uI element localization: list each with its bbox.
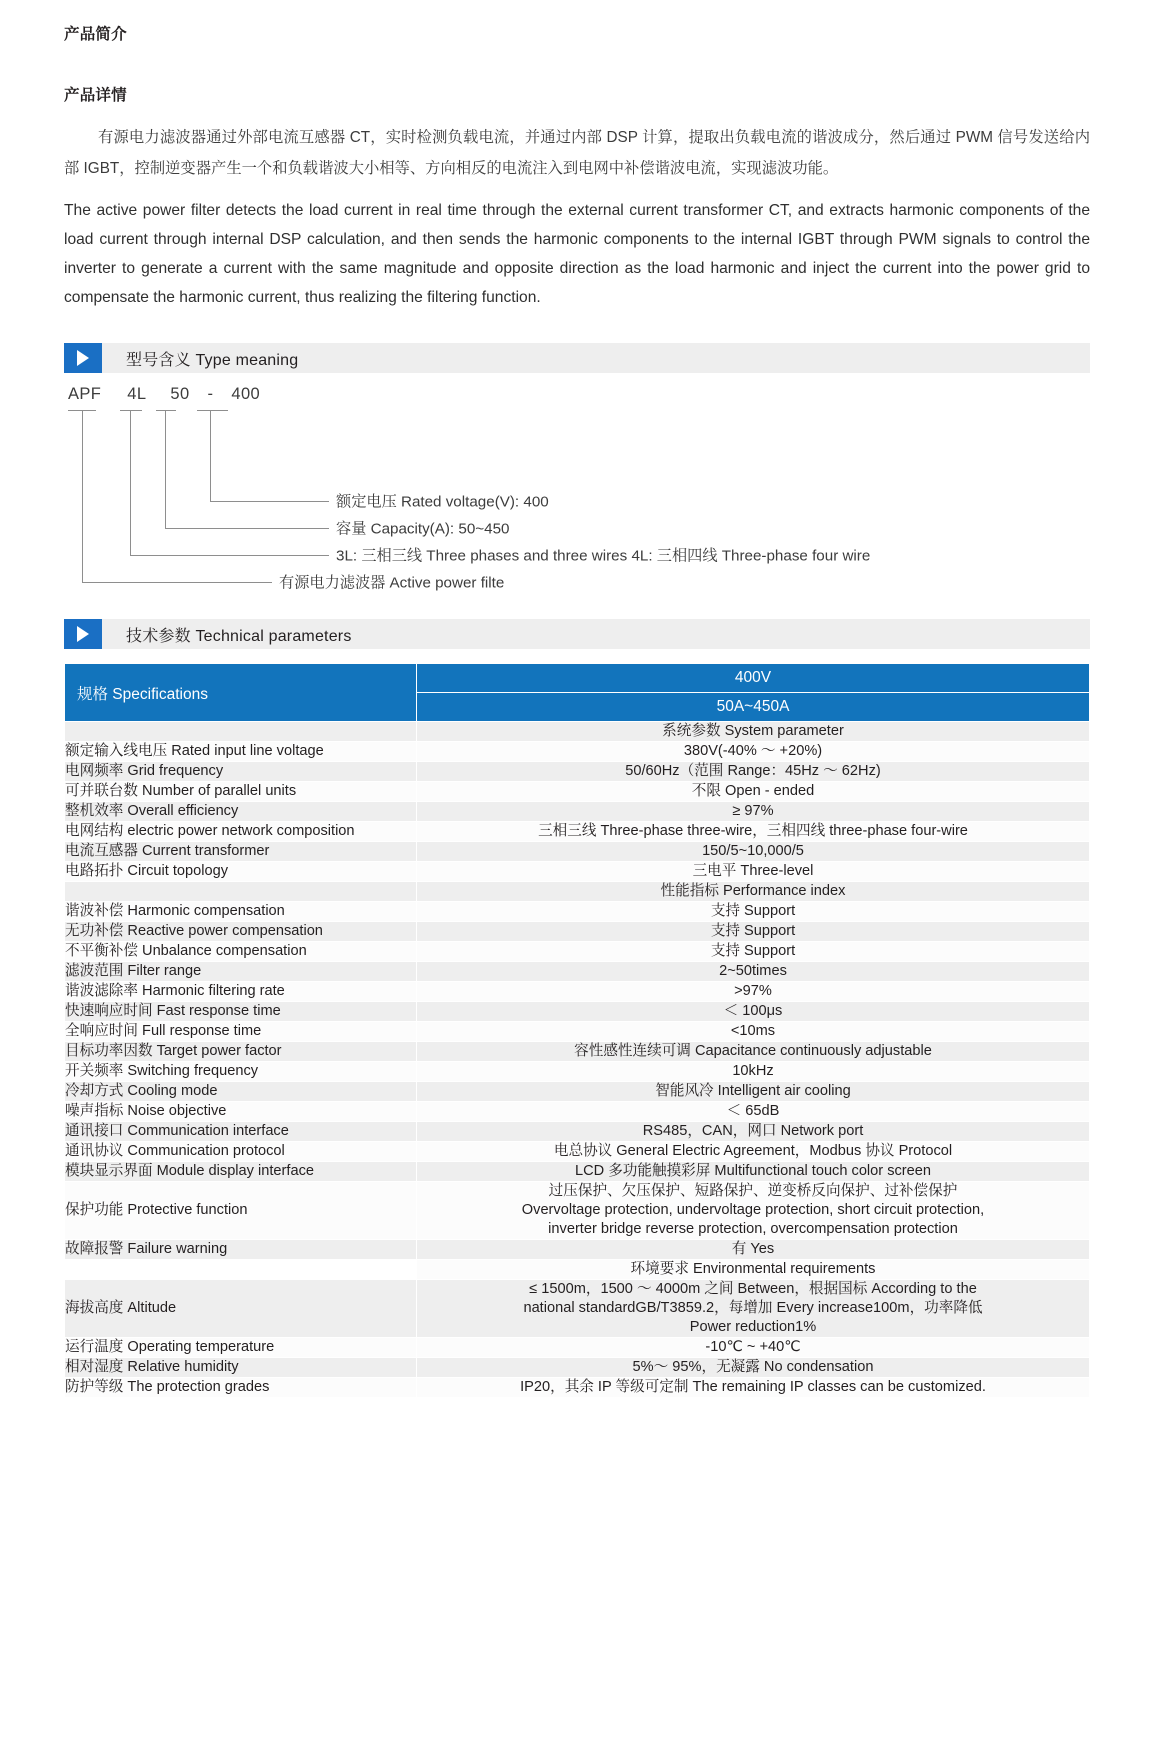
row-value: 容性感性连续可调 Capacitance continuously adjustable [417,1042,1090,1062]
row-label: 保护功能 Protective function [65,1182,417,1240]
table-row [65,1002,1090,1022]
row-value: >97% [417,982,1090,1002]
row-label: 可并联台数 Number of parallel units [65,782,417,802]
header-voltage-value: 400V [417,664,1090,693]
row-label: 不平衡补偿 Unbalance compensation [65,942,417,962]
protection-line-1: 过压保护、欠压保护、短路保护、逆变桥反向保护、过补偿保护 [548,1183,958,1199]
table-row [65,1162,1090,1182]
row-label: 通讯协议 Communication protocol [65,1142,417,1162]
row-value: ＜ 100μs [417,1002,1090,1022]
leader-horizontal-phase [130,555,329,556]
table-row [65,962,1090,982]
row-label: 电路拓扑 Circuit topology [65,862,417,882]
legend-capacity: 容量 Capacity(A): 50~450 [336,520,510,538]
code-underline-50 [156,410,176,411]
group-title-system-parameter: 系统参数 System parameter [417,722,1090,742]
technical-parameters-section-bar [64,619,1090,649]
legend-rated-voltage: 额定电压 Rated voltage(V): 400 [336,493,549,511]
row-value: 10kHz [417,1062,1090,1082]
row-value: LCD 多功能触摸彩屏 Multifunctional touch color screen [417,1162,1090,1182]
header-current-value: 50A~450A [417,693,1090,722]
row-label: 冷却方式 Cooling mode [65,1082,417,1102]
table-group-row-system [65,722,1090,742]
row-value: 三电平 Three-level [417,862,1090,882]
model-code-part-apf: APF [68,385,102,403]
table-row [65,1240,1090,1260]
protection-line-2: Overvoltage protection, undervoltage protection, short circuit protection, [521,1202,985,1218]
row-label: 目标功率因数 Target power factor [65,1042,417,1062]
row-value: IP20，其余 IP 等级可定制 The remaining IP classes can be customized. [417,1378,1090,1398]
row-value: 三相三线 Three-phase three-wire，三相四线 three-phase four-wire [417,822,1090,842]
row-value: 50/60Hz（范围 Range：45Hz ～ 62Hz) [417,762,1090,782]
row-label: 电网频率 Grid frequency [65,762,417,782]
table-row [65,1082,1090,1102]
row-value: 支持 Support [417,922,1090,942]
product-intro-heading: 产品简介 [64,26,127,43]
row-label: 模块显示界面 Module display interface [65,1162,417,1182]
row-label: 开关频率 Switching frequency [65,1062,417,1082]
table-row [65,1358,1090,1378]
row-label: 相对湿度 Relative humidity [65,1358,417,1378]
table-row [65,782,1090,802]
row-value: 智能风冷 Intelligent air cooling [417,1082,1090,1102]
row-value: -10℃ ~ +40℃ [417,1338,1090,1358]
row-label: 滤波范围 Filter range [65,962,417,982]
type-meaning-title: 型号含义 Type meaning [126,351,299,369]
row-label: 额定输入线电压 Rated input line voltage [65,742,417,762]
row-value: 不限 Open - ended [417,782,1090,802]
leader-vertical-voltage [210,410,211,501]
row-value: ≥ 97% [417,802,1090,822]
model-code-dash: - [207,385,214,403]
table-row [65,1042,1090,1062]
table-row [65,942,1090,962]
table-group-row-performance [65,882,1090,902]
altitude-line-2: national standardGB/T3859.2，每增加 Every increase100m，功率降低 [523,1300,983,1316]
row-value: <10ms [417,1022,1090,1042]
table-row [65,1378,1090,1398]
row-value: 支持 Support [417,942,1090,962]
group-title-performance-index: 性能指标 Performance index [417,882,1090,902]
group-row-empty-cell [65,1260,417,1280]
row-value: 5%～ 95%，无凝露 No condensation [417,1358,1090,1378]
table-row [65,822,1090,842]
row-value: 380V(-40% ～ +20%) [417,742,1090,762]
leader-vertical-capacity [165,410,166,528]
row-value-multiline [417,1280,1090,1338]
leader-horizontal-apf [82,582,272,583]
leader-horizontal-capacity [165,528,329,529]
technical-parameters-title: 技术参数 Technical parameters [126,627,352,645]
model-code-part-4l: 4L [127,385,147,403]
altitude-line-1: ≤ 1500m，1500 ～ 4000m 之间 Between，根据国标 According to the [529,1281,977,1297]
table-row [65,802,1090,822]
row-label: 电网结构 electric power network composition [65,822,417,842]
table-row [65,1102,1090,1122]
row-label: 故障报警 Failure warning [65,1240,417,1260]
row-value: ＜ 65dB [417,1102,1090,1122]
description-paragraph-chinese: 有源电力滤波器通过外部电流互感器 CT，实时检测负载电流，并通过内部 DSP 计算，提取出负载电流的谐波成分，然后通过 PWM 信号发送给内部 IGBT，控制逆变器产生一个和负载谐波大小相等、方向相反的电流注入到电网中补偿谐波电流，实现滤波功能。 [64,129,1090,177]
table-row [65,1122,1090,1142]
group-row-empty-cell [65,722,417,742]
model-code-part-400: 400 [231,385,261,403]
header-specifications-label: 规格 Specifications [65,664,417,722]
leader-vertical-phase [130,410,131,555]
row-label: 谐波补偿 Harmonic compensation [65,902,417,922]
technical-parameters-table [64,663,1090,1398]
row-value-multiline [417,1182,1090,1240]
table-row [65,1338,1090,1358]
product-detail-heading: 产品详情 [64,87,127,104]
table-row [65,1142,1090,1162]
table-row [65,1022,1090,1042]
model-code-row [68,385,260,404]
table-row-protective-function [65,1182,1090,1240]
row-label: 全响应时间 Full response time [65,1022,417,1042]
altitude-line-3: Power reduction1% [689,1319,817,1335]
table-row [65,742,1090,762]
group-title-environmental-requirements: 环境要求 Environmental requirements [417,1260,1090,1280]
type-meaning-section-bar [64,343,1090,373]
group-row-empty-cell [65,882,417,902]
type-meaning-diagram [64,385,1090,592]
play-triangle-icon [64,343,102,373]
table-header-row-voltage [65,664,1090,693]
model-code-part-50: 50 [170,385,190,403]
table-group-row-environment [65,1260,1090,1280]
row-value: RS485，CAN，网口 Network port [417,1122,1090,1142]
row-value: 支持 Support [417,902,1090,922]
leader-horizontal-voltage [210,501,329,502]
description-paragraph-english: The active power filter detects the load current in real time through the external current transformer CT, and extracts harmonic components of the load current through internal DSP calculation, and then sends the harmonic components to the internal IGBT through PWM signals to control the inverter to generate a current with the same magnitude and opposite direction as the load harmonic and inject the current into the power grid to compensate the harmonic current, thus realizing the filtering function. [64,202,1090,306]
row-label: 噪声指标 Noise objective [65,1102,417,1122]
table-row [65,922,1090,942]
table-row-altitude [65,1280,1090,1338]
code-underline-400 [197,410,228,411]
row-value: 2~50times [417,962,1090,982]
code-underline-4l [120,410,142,411]
table-row [65,902,1090,922]
table-row [65,1062,1090,1082]
legend-phase-wiring: 3L: 三相三线 Three phases and three wires 4L: 三相四线 Three-phase four wire [336,547,871,565]
row-label: 防护等级 The protection grades [65,1378,417,1398]
row-label: 快速响应时间 Fast response time [65,1002,417,1022]
leader-vertical-apf [82,410,83,582]
row-label: 谐波滤除率 Harmonic filtering rate [65,982,417,1002]
play-triangle-icon [64,619,102,649]
table-row [65,982,1090,1002]
legend-active-power-filter: 有源电力滤波器 Active power filte [279,574,505,592]
protection-line-3: inverter bridge reverse protection, overcompensation protection [548,1221,958,1237]
row-label: 通讯接口 Communication interface [65,1122,417,1142]
table-row [65,762,1090,782]
table-row [65,862,1090,882]
row-value: 电总协议 General Electric Agreement，Modbus 协议 Protocol [417,1142,1090,1162]
row-value: 有 Yes [417,1240,1090,1260]
row-label: 无功补偿 Reactive power compensation [65,922,417,942]
row-label: 整机效率 Overall efficiency [65,802,417,822]
row-label: 海拔高度 Altitude [65,1280,417,1338]
row-value: 150/5~10,000/5 [417,842,1090,862]
table-row [65,842,1090,862]
row-label: 电流互感器 Current transformer [65,842,417,862]
row-label: 运行温度 Operating temperature [65,1338,417,1358]
